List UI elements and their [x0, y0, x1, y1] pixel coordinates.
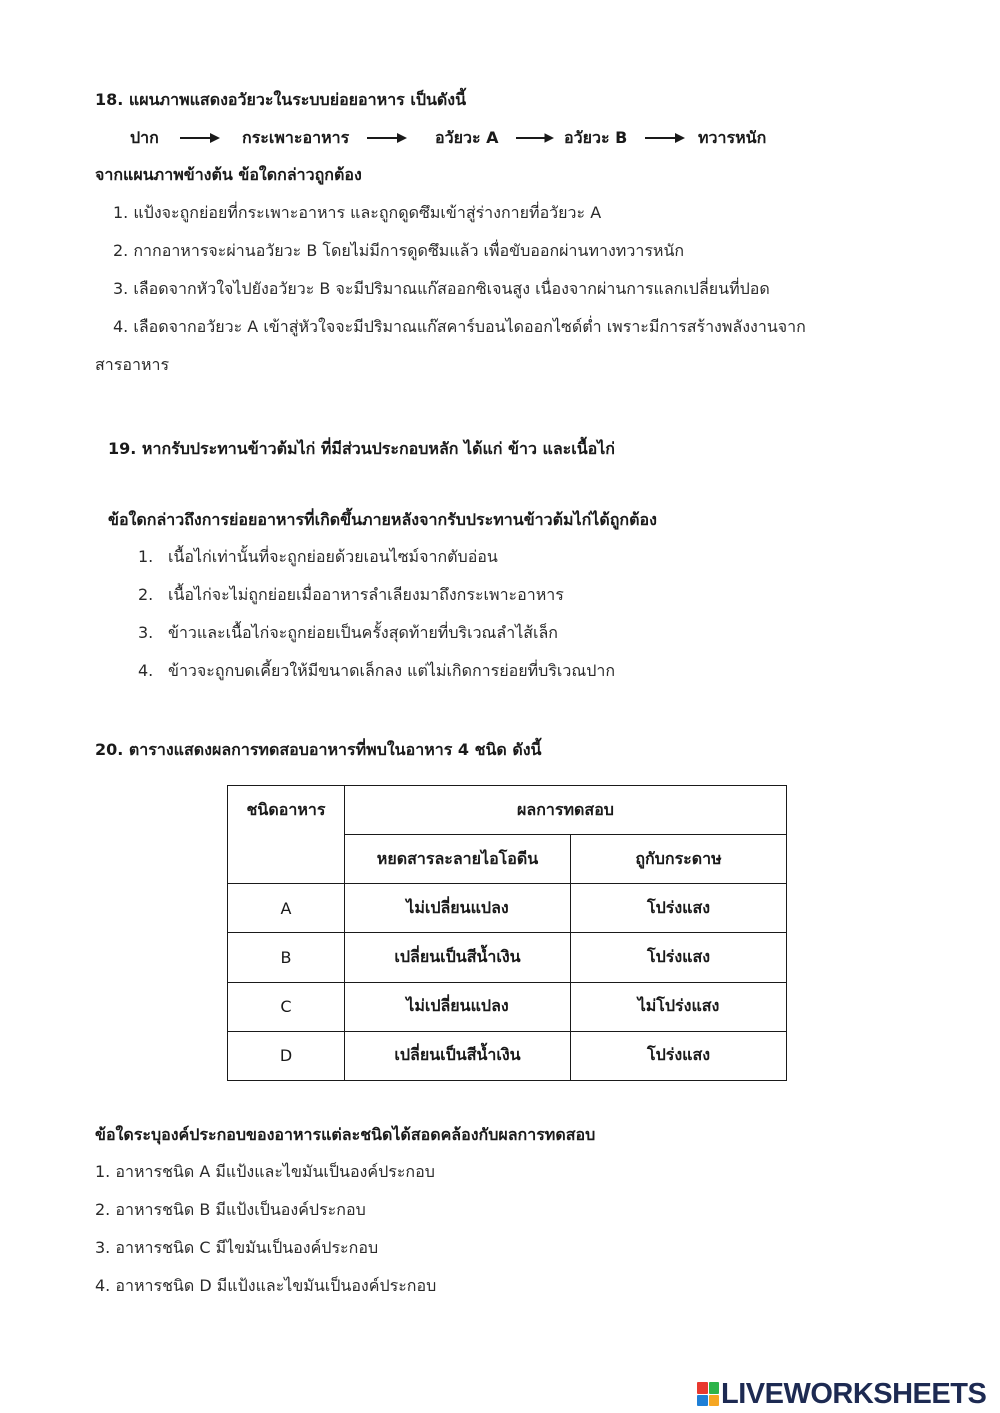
q18-option-2[interactable]: 2. กากอาหารจะผ่านอวัยวะ B โดยไม่มีการดูดซึมแล้ว เพื่อขับออกผ่านทางทวารหนัก: [113, 241, 685, 260]
q20-option-2[interactable]: 2. อาหารชนิด B มีแป้งเป็นองค์ประกอบ: [95, 1200, 366, 1219]
food-test-table: [227, 785, 786, 1081]
watermark-brand: LIVEWORKSHEETS: [721, 1378, 987, 1410]
logo-square: [709, 1395, 720, 1407]
cell-iodine: ไม่เปลี่ยนแปลง: [345, 884, 571, 933]
q19-option-4-number: 4.: [138, 661, 154, 680]
logo-square: [697, 1395, 708, 1407]
flow-node-anus: ทวารหนัก: [698, 128, 767, 147]
cell-iodine: เปลี่ยนเป็นสีน้ำเงิน: [345, 1031, 571, 1080]
arrow-right-icon: [180, 131, 220, 145]
cell-iodine: เปลี่ยนเป็นสีน้ำเงิน: [345, 933, 571, 982]
q19-option-2-number: 2.: [138, 585, 154, 604]
cell-iodine: ไม่เปลี่ยนแปลง: [345, 982, 571, 1031]
table-row: [228, 884, 787, 933]
q18-title: 18. แผนภาพแสดงอวัยวะในระบบย่อยอาหาร เป็นดังนี้: [95, 90, 467, 109]
arrow-right-icon: [645, 131, 685, 145]
q20-option-4[interactable]: 4. อาหารชนิด D มีแป้งและไขมันเป็นองค์ประกอบ: [95, 1276, 437, 1295]
q19-option-3-number: 3.: [138, 623, 154, 642]
flow-node-organ-a: อวัยวะ A: [435, 128, 499, 147]
header-food-type: ชนิดอาหาร: [228, 786, 345, 884]
flow-node-mouth: ปาก: [130, 128, 159, 147]
q19-prompt: ข้อใดกล่าวถึงการย่อยอาหารที่เกิดขึ้นภายหลังจากรับประทานข้าวต้มไก่ได้ถูกต้อง: [108, 510, 657, 529]
flow-node-stomach: กระเพาะอาหาร: [242, 128, 350, 147]
flow-node-organ-b: อวัยวะ B: [564, 128, 628, 147]
header-test-result: ผลการทดสอบ: [345, 786, 787, 835]
q19-option-2[interactable]: เนื้อไก่จะไม่ถูกย่อยเมื่ออาหารลำเลียงมาถึงกระเพาะอาหาร: [168, 585, 564, 604]
q18-option-1[interactable]: 1. แป้งจะถูกย่อยที่กระเพาะอาหาร และถูกดูดซึมเข้าสู่ร่างกายที่อวัยวะ A: [113, 203, 602, 222]
cell-paper: โปร่งแสง: [571, 1031, 787, 1080]
q20-option-1[interactable]: 1. อาหารชนิด A มีแป้งและไขมันเป็นองค์ประกอบ: [95, 1162, 435, 1181]
q18-prompt: จากแผนภาพข้างต้น ข้อใดกล่าวถูกต้อง: [95, 165, 362, 184]
q19-option-1-number: 1.: [138, 547, 154, 566]
q20-prompt: ข้อใดระบุองค์ประกอบของอาหารแต่ละชนิดได้สอดคล้องกับผลการทดสอบ: [95, 1125, 596, 1144]
cell-paper: โปร่งแสง: [571, 884, 787, 933]
table-row: [228, 933, 787, 982]
cell-food: B: [228, 933, 345, 982]
q18-option-4[interactable]: 4. เลือดจากอวัยวะ A เข้าสู่หัวใจจะมีปริมาณแก๊สคาร์บอนไดออกไซด์ต่ำ เพราะมีการสร้างพลังงานจาก: [113, 317, 806, 336]
q18-option-3[interactable]: 3. เลือดจากหัวใจไปยังอวัยวะ B จะมีปริมาณแก๊สออกซิเจนสูง เนื่องจากผ่านการแลกเปลี่ยนที่ปอด: [113, 279, 770, 298]
q20-option-3[interactable]: 3. อาหารชนิด C มีไขมันเป็นองค์ประกอบ: [95, 1238, 379, 1257]
header-paper-rub: ถูกับกระดาษ: [571, 835, 787, 884]
q20-title: 20. ตารางแสดงผลการทดสอบอาหารที่พบในอาหาร 4 ชนิด ดังนี้: [95, 740, 542, 759]
cell-food: A: [228, 884, 345, 933]
q18-option-4-continued: สารอาหาร: [95, 355, 170, 374]
liveworksheets-watermark: [697, 1379, 986, 1409]
table-row: [228, 1031, 787, 1080]
cell-paper: ไม่โปร่งแสง: [571, 982, 787, 1031]
q19-title: 19. หากรับประทานข้าวต้มไก่ ที่มีส่วนประกอบหลัก ได้แก่ ข้าว และเนื้อไก่: [108, 439, 615, 458]
logo-square: [697, 1382, 708, 1394]
q19-option-3[interactable]: ข้าวและเนื้อไก่จะถูกย่อยเป็นครั้งสุดท้ายที่บริเวณลำไส้เล็ก: [168, 623, 558, 642]
table-row: [228, 982, 787, 1031]
q19-option-1[interactable]: เนื้อไก่เท่านั้นที่จะถูกย่อยด้วยเอนไซม์จากตับอ่อน: [168, 547, 498, 566]
q19-option-4[interactable]: ข้าวจะถูกบดเคี้ยวให้มีขนาดเล็กลง แต่ไม่เกิดการย่อยที่บริเวณปาก: [168, 661, 616, 680]
header-iodine: หยดสารละลายไอโอดีน: [345, 835, 571, 884]
liveworksheets-logo-icon: [697, 1382, 719, 1406]
logo-square: [709, 1382, 720, 1394]
cell-paper: โปร่งแสง: [571, 933, 787, 982]
arrow-right-icon: [367, 131, 407, 145]
cell-food: D: [228, 1031, 345, 1080]
cell-food: C: [228, 982, 345, 1031]
arrow-right-icon: [516, 131, 554, 145]
